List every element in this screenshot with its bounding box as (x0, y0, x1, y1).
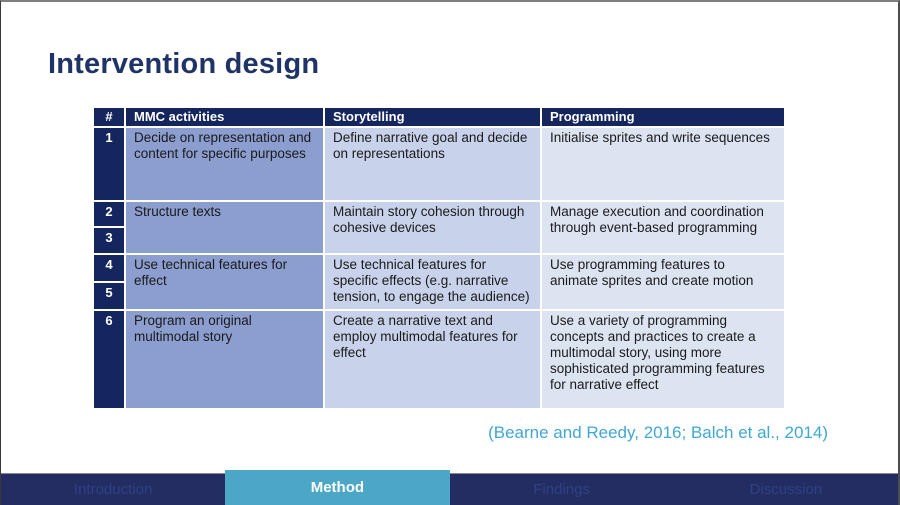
storytelling-cell: Use technical features for specific effects (e.g. narrative tension, to engage the audience) (325, 255, 540, 309)
row-number-cell: 1 (94, 128, 124, 200)
storytelling-cell: Define narrative goal and decide on representations (325, 128, 540, 200)
row-number-cell: 4 (94, 255, 124, 281)
intervention-design-table (94, 108, 784, 408)
programming-cell: Manage execution and coordination through event-based programming (542, 202, 784, 253)
mmc-cell: Structure texts (126, 202, 323, 253)
storytelling-cell: Maintain story cohesion through cohesive devices (325, 202, 540, 253)
row-number-cell: 5 (94, 283, 124, 309)
programming-cell: Use programming features to animate sprites and create motion (542, 255, 784, 309)
nav-tab-method[interactable]: Method (225, 470, 449, 505)
table-header-mmc-activities: MMC activities (126, 108, 323, 126)
mmc-cell: Use technical features for effect (126, 255, 323, 309)
nav-tab-discussion[interactable]: Discussion (674, 473, 898, 505)
table-header-number: # (94, 108, 124, 126)
nav-tab-findings[interactable]: Findings (450, 473, 674, 505)
table-header-storytelling: Storytelling (325, 108, 540, 126)
programming-cell: Use a variety of programming concepts and practices to create a multimodal story, using more sophisticated programming features for narrative effect (542, 311, 784, 408)
row-number-cell: 6 (94, 311, 124, 408)
citation-text: (Bearne and Reedy, 2016; Balch et al., 2014) (488, 423, 828, 442)
programming-cell: Initialise sprites and write sequences (542, 128, 784, 200)
row-number-cell: 2 (94, 202, 124, 226)
page-title: Intervention design (48, 48, 320, 80)
nav-tab-introduction[interactable]: Introduction (1, 473, 225, 505)
row-number-cell: 3 (94, 228, 124, 253)
section-nav-bar (1, 470, 898, 505)
mmc-cell: Decide on representation and content for specific purposes (126, 128, 323, 200)
table-header-programming: Programming (542, 108, 784, 126)
mmc-cell: Program an original multimodal story (126, 311, 323, 408)
storytelling-cell: Create a narrative text and employ multimodal features for effect (325, 311, 540, 408)
